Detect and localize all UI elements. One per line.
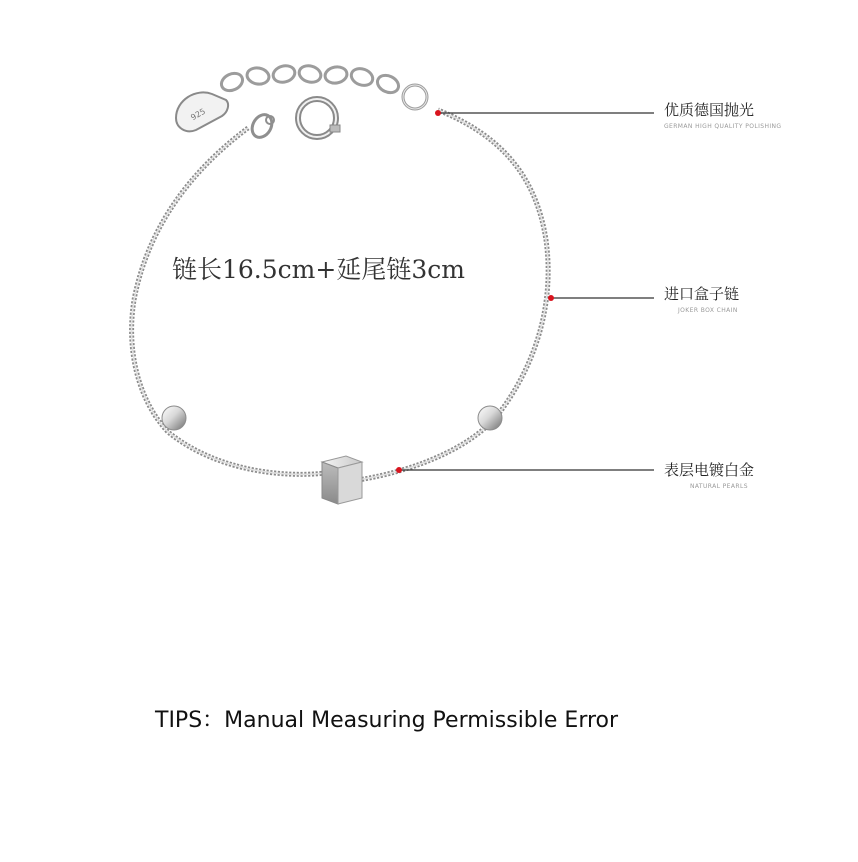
callout-plating-title: 表层电镀白金	[664, 461, 755, 479]
silver-925-tag	[176, 92, 228, 131]
callout-plating-subtitle: NATURAL PEARLS	[690, 483, 748, 490]
silver-cube-charm	[322, 456, 362, 504]
silver-bead-right	[478, 406, 502, 430]
callout-plating	[664, 459, 754, 490]
tips-note: TIPS：Manual Measuring Permissible Error	[155, 708, 619, 733]
callout-box-chain-subtitle: JOKER BOX CHAIN	[678, 307, 738, 314]
callout-polishing	[664, 99, 782, 130]
box-chain-right	[358, 110, 548, 480]
callout-box-chain-title: 进口盒子链	[664, 285, 740, 303]
callout-box-chain	[664, 283, 739, 314]
svg-text:925: 925	[189, 106, 208, 123]
spring-ring-clasp	[298, 99, 340, 137]
callout-polishing-title: 优质德国抛光	[664, 101, 755, 119]
callout-lines	[399, 113, 654, 470]
silver-bead-left	[162, 406, 186, 430]
callout-markers	[396, 110, 554, 473]
callout-polishing-subtitle: GERMAN HIGH QUALITY POLISHING	[664, 123, 782, 130]
chain-length-label: 链长16.5cm+延尾链3cm	[172, 255, 465, 284]
